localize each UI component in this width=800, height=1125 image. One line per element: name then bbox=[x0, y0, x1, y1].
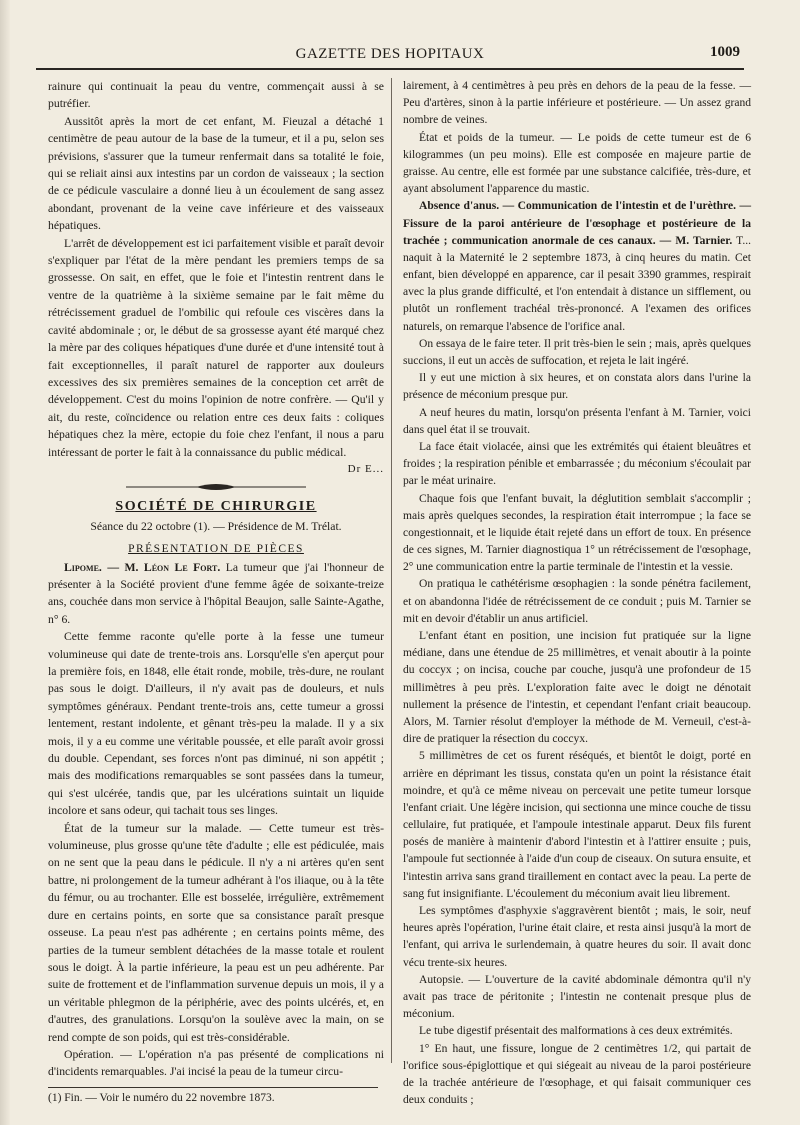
footnote: (1) Fin. — Voir le numéro du 22 novembre 1873. bbox=[48, 1091, 275, 1104]
subsection-title: PRÉSENTATION DE PIÈCES bbox=[128, 543, 304, 556]
paragraph: 1° En haut, une fissure, longue de 2 centimètres 1/2, qui partait de l'orifice sous-épiglottique et qui siégeait au niveau de la paroi postérieure de la trachée antérieure de l'œsophage, et qui faisait communiquer ces deux conduits ; bbox=[403, 1042, 751, 1107]
paragraph: Autopsie. — L'ouverture de la cavité abdominale démontra qu'il n'y avait pas trace de péritonite ; l'intestin ne contenait presque plus de méconium. bbox=[403, 973, 751, 1021]
paragraph: Les symptômes d'asphyxie s'aggravèrent bientôt ; mais, le soir, neuf heures après l'opération, l'urine était claire, et resta ainsi jusqu'à la mort de l'enfant, qui arriva le surlendemain, à quatre heures du soir. Il avait donc vécu trente-six heures. bbox=[403, 905, 751, 969]
paragraph: État de la tumeur sur la malade. — Cette tumeur est très-volumineuse, plus grosse qu'une tête d'adulte ; elle est pédiculée, mais on ne sent que la peau dans le pédicule. Il n'y a ni artères qu'en sent battre, ni prolongement de la tumeur adhérant à l'os iliaque, ou à la tête du fémur, ou au trochanter. Elle est bosselée, irrégulière, extrêmement dure en certains points, en sorte que sa consistance paraît presque osseuse. La peau n'est pas adhérente ; en certains points même, des parties de la tumeur semblent détachées de la masse totale et roulent sous le doigt. À la partie inférieure, la peau est un peu adhérente. Par suite de frottement et de l'inflammation survenue depuis un mois, il y a un véritable phlegmon de la périphérie, avec des points ulcérés, et, en d'autres, des granulations. Lorsqu'on la soulève avec la main, on se rend compte de son poids, qui est très-considérable. bbox=[48, 821, 384, 1044]
paragraph: Chaque fois que l'enfant buvait, la déglutition semblait s'accomplir ; mais après quelques secondes, la respiration était interrompue ; la face se congestionnait, et le liquide était rejeté dans un effort de toux. En présence de ces signes, M. Tarnier diagnostiqua 1° un rétrécissement de l'œsophage, 2° une communication entre la partie terminale de l'intestin et la vessie. bbox=[403, 492, 751, 574]
paragraph bbox=[48, 559, 384, 629]
paragraph: Le tube digestif présentait des malformations à ces deux extrémités. bbox=[419, 1025, 733, 1038]
column-divider bbox=[391, 78, 392, 1063]
section-title: SOCIÉTÉ DE CHIRURGIE bbox=[115, 499, 317, 515]
journal-title: GAZETTE DES HOPITAUX bbox=[295, 46, 485, 62]
case-text: T... naquit à la Maternité le 2 septembre 1873, à cinq heures du matin. Cet enfant, bien développé en apparence, car il pesait 3390 grammes, respirait avec la plus grande difficulté, et l'on entendait à distance un sifflement, ou plutôt un ronflement trachéal très-prononcé. A l'examen des orifices naturels, on remarque l'absence de l'orifice anal. bbox=[403, 234, 751, 333]
paragraph: rainure qui continuait la peau du ventre, commençait aussi à se putréfier. bbox=[48, 80, 384, 111]
paragraph: On pratiqua le cathétérisme œsophagien : la sonde pénétra facilement, et on abandonna l'idée de rétrécissement de ce conduit ; puis M. Tarnier se mit en devoir d'établir un anus artificiel. bbox=[403, 578, 751, 625]
header-rule bbox=[36, 68, 744, 70]
paragraph: Il y eut une miction à six heures, et on constata alors dans l'urine la présence de méconium presque pur. bbox=[403, 372, 751, 402]
left-column bbox=[48, 78, 384, 1106]
paragraph: 5 millimètres de cet os furent réséqués, et bientôt le doigt, porté en arrière en déprimant les tissus, constata qu'en un point la résistance était moindre, et qu'à ce même niveau on percevait une petite tumeur lorsque l'enfant criait. Une légère incision, qui sectionna une mince couche de tissu cellulaire, fut pratiquée, et l'ampoule intestinale apparut. Deux fils furent posés de manière à maintenir d'abord l'intestin et à l'attirer ensuite ; puis, l'ampoule fut sectionnée à l'aide d'un coup de ciseaux. On sutura ensuite, et l'intestin arriva sans grand tiraillement en contact avec la peau. La perte de sang fut insignifiante. L'écoulement du méconium avait lieu librement. bbox=[403, 750, 751, 900]
paragraph: État et poids de la tumeur. — Le poids de cette tumeur est de 6 kilogrammes (un peu moins). Elle est composée en majeure partie de graisse. Au centre, elle est formée par une substance calcifiée, très-dure, et ayant absolument l'apparence du mastic. bbox=[403, 131, 751, 196]
paragraph: L'arrêt de développement est ici parfaitement visible et paraît devoir s'expliquer par l'état de la mère pendant les premiers temps de sa grossesse. On sait, en effet, que le foie et l'intestin rentrent dans le ventre de la quatrième à la sixième semaine par le fait même du rétrécissement graduel de l'ombilic qui refoule ces viscères dans la cavité abdominale ; or, le début de sa grossesse ayant été marqué chez la mère par des coliques hépatiques d'une durée et d'une intensité tout à fait exceptionnelles, il paraît naturel de rapporter aux douleurs excessives des six premières semaines de la conception cet arrêt de développement. C'est du moins l'opinion de notre confrère. — Qu'il y ait, du reste, coïncidence ou relation entre ces deux faits : coliques hépatiques chez la mère, ectopie du foie chez l'enfant, il nous a paru intéressant de porter le fait à la connaissance du public médical. bbox=[48, 236, 384, 459]
paragraph: Aussitôt après la mort de cet enfant, M. Fieuzal a détaché 1 centimètre de peau autour de la base de la tumeur, et il a pu, selon ses prévisions, s'assurer que la tumeur renfermait dans sa totalité le foie, qui se reliait ainsi aux intestins par un cordon de vaisseaux ; la section de ce pédicule vasculaire a donné lieu à un écoulement de sang assez abondant, provenant de la veine cave inférieure et des vaisseaux hépatiques. bbox=[48, 114, 384, 233]
ornament-divider bbox=[126, 482, 306, 492]
session-line: Séance du 22 octobre (1). — Présidence de M. Trélat. bbox=[90, 519, 342, 533]
page-header bbox=[36, 44, 744, 66]
paragraph: La face était violacée, ainsi que les extrémités qui étaient bleuâtres et froides ; la respiration pénible et embarrassée ; du méconium s'écoulait par par le méat urinaire. bbox=[403, 440, 751, 488]
paragraph: lairement, à 4 centimètres à peu près en dehors de la peau de la fesse. — Peu d'artères, sinon à la partie inférieure et postérieure. — Un assez grand nombre de veines. bbox=[403, 80, 751, 127]
page-number: 1009 bbox=[710, 44, 740, 60]
paragraph: Opération. — L'opération n'a pas présenté de complications ni d'incidents remarquables. J'ai incisé la peau de la tumeur circu- bbox=[48, 1047, 384, 1079]
paragraph: L'enfant étant en position, une incision fut pratiquée sur la ligne médiane, dans une étendue de 25 millimètres, et venait aboutir à la pointe du coccyx ; on incisa, couche par couche, jusqu'à une profondeur de 15 millimètres à peu près. L'exploration faite avec le doigt ne dénotait nullement la présence de l'intestin, et cependant l'enfant criait beaucoup. Alors, M. Tarnier résolut d'employer la méthode de M. Verneuil, c'est-à-dire de pratiquer la résection du coccyx. bbox=[403, 630, 751, 746]
case-heading: Lipome. — M. Léon Le Fort. bbox=[64, 560, 221, 574]
case-text: La tumeur que j'ai l'honneur de présenter à la Société provient d'une femme âgée de soixante-treize ans, couchée dans mon service à l'hôpital Beaujon, salle Sainte-Agathe, n° 6. bbox=[48, 560, 385, 626]
paragraph bbox=[403, 198, 751, 336]
paragraph: Cette femme raconte qu'elle porte à la fesse une tumeur volumineuse qui date de trente-trois ans. Lorsqu'elle s'en aperçut pour la première fois, en 1848, elle était ronde, mobile, très-dure, ne roulant pas sous le doigt. D'ailleurs, il n'y avait pas de douleurs, et nuls symptômes généraux. Pendant trente-trois ans, cette tumeur a grossi lentement, restant indolente, et gênant très-peu la malade. Il y a six mois, il y a eu comme une véritable poussée, et elle paraît avoir grossi du double. Cependant, ses forces n'ont pas diminué, ni son appétit ; mais des modifications remarquables se sont passées dans la tumeur, qui s'est ulcérée, tandis que, par les ulcérations suintait un liquide incolore et sans odeur, qui tachait tous ses linges. bbox=[48, 630, 384, 818]
paragraph: On essaya de le faire teter. Il prit très-bien le sein ; mais, après quelques succions, il eut un accès de suffocation, et rejeta le lait ingéré. bbox=[403, 337, 751, 367]
footnote-rule bbox=[48, 1087, 378, 1088]
page-spine bbox=[0, 0, 10, 1125]
case-heading: Absence d'anus. — Communication de l'intestin et de l'urèthre. — Fissure de la paroi antérieure de l'œsophage et postérieure de la trachée ; communication anormale de ces canaux. — M. Tarnier. bbox=[403, 200, 751, 247]
right-column bbox=[403, 78, 751, 1109]
author-signature: Dr E... bbox=[347, 462, 384, 475]
paragraph: A neuf heures du matin, lorsqu'on présenta l'enfant à M. Tarnier, voici dans quel état il se trouvait. bbox=[403, 406, 751, 436]
